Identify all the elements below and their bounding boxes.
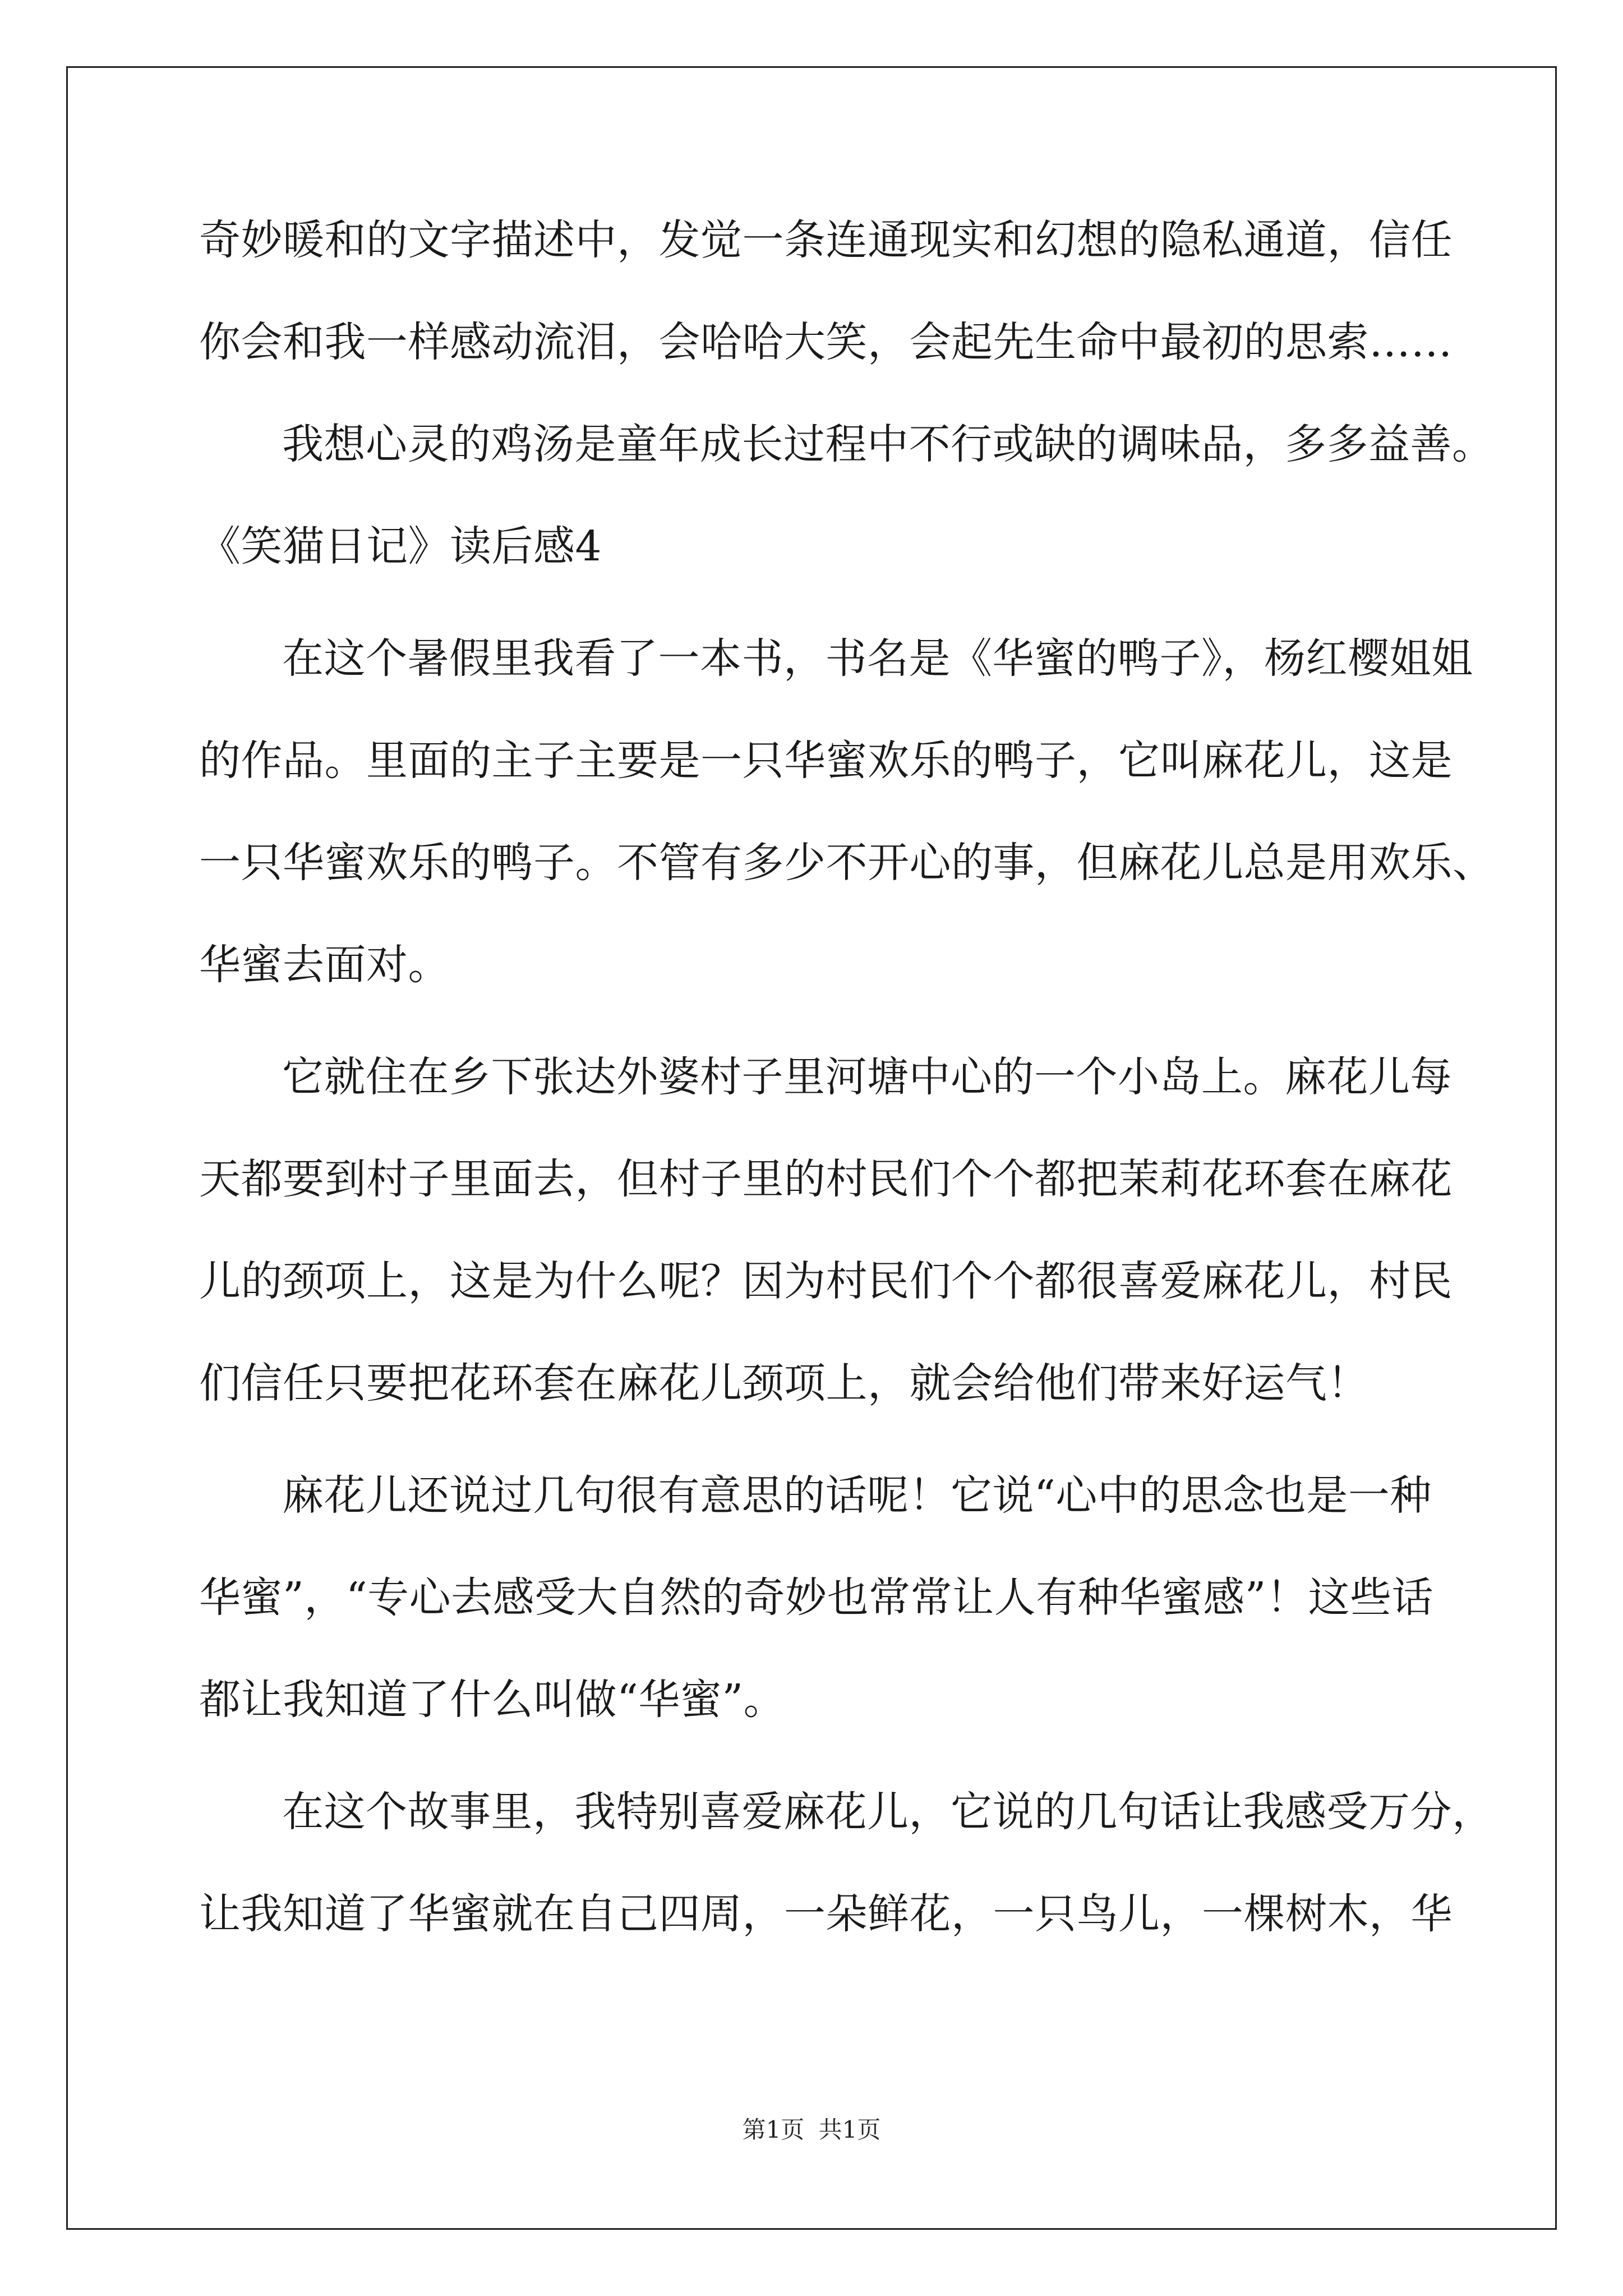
section-heading: 《笑猫日记》读后感4	[199, 522, 602, 570]
page-number-current: 第1页	[742, 2116, 805, 2143]
text-line: 华蜜去面对。	[199, 941, 450, 989]
text-line: 我想心灵的鸡汤是童年成长过程中不行或缺的调味品，多多益善。	[282, 420, 1494, 468]
text-line: 儿的颈项上，这是为什么呢？因为村民们个个都很喜爱麻花儿，村民	[199, 1257, 1453, 1305]
page-footer	[0, 2115, 1623, 2145]
page-number-total: 共1页	[818, 2116, 881, 2143]
text-line: 你会和我一样感动流泪，会哈哈大笑，会起先生命中最初的思索……	[199, 318, 1453, 366]
text-line: 让我知道了华蜜就在自己四周，一朵鲜花，一只鸟儿，一棵树木，华	[199, 1890, 1453, 1938]
text-line: 在这个暑假里我看了一本书，书名是《华蜜的鸭子》，杨红樱姐姐	[282, 634, 1473, 683]
text-line: 都让我知道了什么叫做“华蜜”。	[199, 1676, 786, 1724]
text-line: 华蜜”，“专心去感受大自然的奇妙也常常让人有种华蜜感”！这些话	[199, 1573, 1433, 1622]
text-line: 麻花儿还说过几句很有意思的话呢！它说“心中的思念也是一种	[282, 1471, 1432, 1520]
text-line: 们信任只要把花环套在麻花儿颈项上，就会给他们带来好运气！	[199, 1359, 1369, 1407]
text-line: 一只华蜜欢乐的鸭子。不管有多少不开心的事，但麻花儿总是用欢乐、	[199, 839, 1495, 887]
text-line: 天都要到村子里面去，但村子里的村民们个个都把茉莉花环套在麻花	[199, 1155, 1453, 1203]
text-line: 奇妙暖和的文字描述中，发觉一条连通现实和幻想的隐私通道，信任	[199, 216, 1453, 264]
text-line: 它就住在乡下张达外婆村子里河塘中心的一个小岛上。麻花儿每	[282, 1053, 1452, 1101]
text-line: 在这个故事里，我特别喜爱麻花儿，它说的几句话让我感受万分，	[282, 1788, 1494, 1836]
text-line: 的作品。里面的主子主要是一只华蜜欢乐的鸭子，它叫麻花儿，这是	[199, 737, 1453, 785]
